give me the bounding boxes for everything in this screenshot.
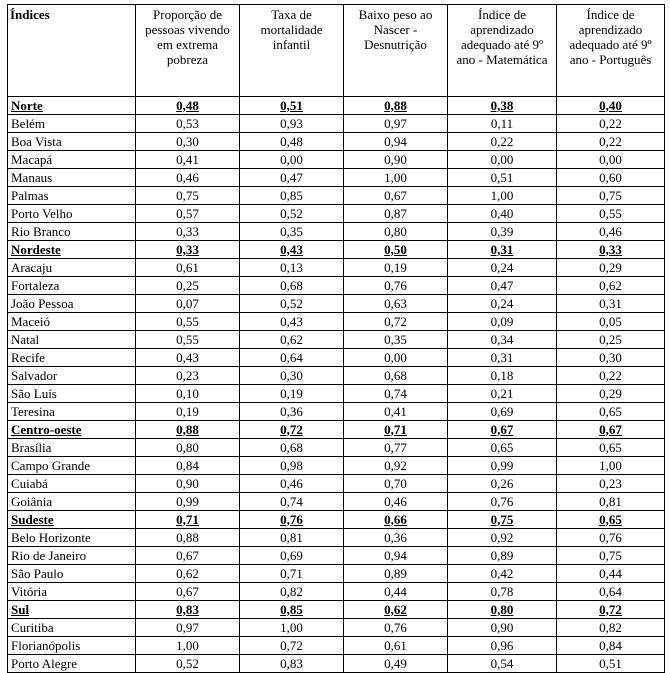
value-cell: 0,46	[240, 475, 344, 493]
value-cell: 0,19	[136, 403, 240, 421]
value-cell: 0,99	[136, 493, 240, 511]
city-row	[8, 457, 665, 475]
value-cell: 0,13	[240, 259, 344, 277]
value-cell: 0,22	[557, 133, 665, 151]
city-name: Recife	[8, 349, 136, 367]
value-cell: 0,39	[448, 223, 557, 241]
city-name: São Paulo	[8, 565, 136, 583]
value-cell: 0,22	[557, 115, 665, 133]
region-name: Norte	[8, 97, 136, 115]
city-name: Belo Horizonte	[8, 529, 136, 547]
value-cell: 0,75	[557, 547, 665, 565]
value-cell: 0,24	[448, 295, 557, 313]
city-name: São Luís	[8, 385, 136, 403]
value-cell: 0,31	[557, 295, 665, 313]
value-cell: 0,72	[344, 313, 448, 331]
region-row	[8, 421, 665, 439]
city-name: Porto Alegre	[8, 655, 136, 673]
value-cell: 0,00	[240, 151, 344, 169]
value-cell: 0,94	[344, 133, 448, 151]
value-cell: 0,67	[557, 421, 665, 439]
value-cell: 0,35	[344, 331, 448, 349]
value-cell: 0,31	[448, 349, 557, 367]
city-row	[8, 565, 665, 583]
value-cell: 0,43	[240, 313, 344, 331]
value-cell: 0,46	[344, 493, 448, 511]
value-cell: 0,65	[557, 439, 665, 457]
city-row	[8, 637, 665, 655]
value-cell: 0,72	[240, 421, 344, 439]
value-cell: 0,29	[557, 259, 665, 277]
value-cell: 0,46	[557, 223, 665, 241]
value-cell: 0,43	[240, 241, 344, 259]
city-name: Campo Grande	[8, 457, 136, 475]
value-cell: 0,44	[344, 583, 448, 601]
region-row	[8, 97, 665, 115]
value-cell: 0,62	[557, 277, 665, 295]
value-cell: 0,65	[448, 439, 557, 457]
value-cell: 0,36	[344, 529, 448, 547]
value-cell: 0,47	[240, 169, 344, 187]
value-cell: 1,00	[240, 619, 344, 637]
city-name: Boa Vista	[8, 133, 136, 151]
value-cell: 0,23	[136, 367, 240, 385]
city-name: Maceió	[8, 313, 136, 331]
value-cell: 0,85	[240, 187, 344, 205]
value-cell: 0,33	[136, 223, 240, 241]
city-row	[8, 331, 665, 349]
city-name: Belém	[8, 115, 136, 133]
value-cell: 0,71	[344, 421, 448, 439]
region-row	[8, 601, 665, 619]
value-cell: 1,00	[448, 187, 557, 205]
value-cell: 0,47	[448, 277, 557, 295]
value-cell: 0,00	[557, 151, 665, 169]
value-cell: 0,62	[136, 565, 240, 583]
city-name: Curitiba	[8, 619, 136, 637]
value-cell: 0,96	[448, 637, 557, 655]
value-cell: 0,65	[557, 511, 665, 529]
value-cell: 0,60	[557, 169, 665, 187]
value-cell: 0,80	[448, 601, 557, 619]
value-cell: 0,55	[136, 331, 240, 349]
value-cell: 0,43	[136, 349, 240, 367]
city-name: Teresina	[8, 403, 136, 421]
city-row	[8, 295, 665, 313]
header-infant-mortality: Taxa de mortalidade infantil	[240, 5, 344, 97]
value-cell: 0,19	[240, 385, 344, 403]
value-cell: 0,11	[448, 115, 557, 133]
value-cell: 0,81	[240, 529, 344, 547]
value-cell: 0,33	[557, 241, 665, 259]
city-name: Salvador	[8, 367, 136, 385]
value-cell: 0,19	[344, 259, 448, 277]
value-cell: 0,25	[136, 277, 240, 295]
value-cell: 0,90	[344, 151, 448, 169]
header-row	[8, 5, 665, 97]
value-cell: 0,41	[344, 403, 448, 421]
header-low-birth-weight: Baixo peso ao Nascer - Desnutrição	[344, 5, 448, 97]
value-cell: 0,82	[240, 583, 344, 601]
city-name: Macapá	[8, 151, 136, 169]
region-name: Centro-oeste	[8, 421, 136, 439]
value-cell: 0,93	[240, 115, 344, 133]
value-cell: 0,24	[448, 259, 557, 277]
value-cell: 0,83	[136, 601, 240, 619]
value-cell: 0,68	[240, 439, 344, 457]
value-cell: 0,67	[136, 583, 240, 601]
value-cell: 0,89	[344, 565, 448, 583]
value-cell: 0,52	[240, 205, 344, 223]
header-extreme-poverty: Proporção de pessoas vivendo em extrema pobreza	[136, 5, 240, 97]
region-row	[8, 511, 665, 529]
value-cell: 0,88	[136, 529, 240, 547]
value-cell: 0,63	[344, 295, 448, 313]
city-row	[8, 349, 665, 367]
city-row	[8, 313, 665, 331]
value-cell: 0,76	[240, 511, 344, 529]
value-cell: 0,85	[240, 601, 344, 619]
value-cell: 0,72	[557, 601, 665, 619]
value-cell: 0,18	[448, 367, 557, 385]
city-name: Manaus	[8, 169, 136, 187]
value-cell: 0,76	[344, 619, 448, 637]
value-cell: 0,82	[557, 619, 665, 637]
header-indices: Índices	[8, 5, 136, 97]
city-row	[8, 115, 665, 133]
value-cell: 0,30	[240, 367, 344, 385]
city-row	[8, 655, 665, 673]
value-cell: 0,67	[344, 187, 448, 205]
city-name: Brasília	[8, 439, 136, 457]
value-cell: 0,70	[344, 475, 448, 493]
city-row	[8, 169, 665, 187]
value-cell: 0,90	[448, 619, 557, 637]
value-cell: 0,49	[344, 655, 448, 673]
value-cell: 0,21	[448, 385, 557, 403]
region-name: Sul	[8, 601, 136, 619]
value-cell: 0,62	[344, 601, 448, 619]
value-cell: 0,81	[557, 493, 665, 511]
city-row	[8, 385, 665, 403]
value-cell: 0,00	[344, 349, 448, 367]
region-row	[8, 241, 665, 259]
value-cell: 0,99	[448, 457, 557, 475]
city-row	[8, 151, 665, 169]
value-cell: 0,88	[136, 421, 240, 439]
table-header	[8, 5, 665, 97]
city-name: Rio Branco	[8, 223, 136, 241]
value-cell: 1,00	[557, 457, 665, 475]
value-cell: 0,57	[136, 205, 240, 223]
city-name: Porto Velho	[8, 205, 136, 223]
value-cell: 0,76	[344, 277, 448, 295]
city-row	[8, 475, 665, 493]
value-cell: 0,51	[448, 169, 557, 187]
value-cell: 0,76	[448, 493, 557, 511]
value-cell: 0,48	[240, 133, 344, 151]
city-row	[8, 547, 665, 565]
value-cell: 0,34	[448, 331, 557, 349]
value-cell: 1,00	[344, 169, 448, 187]
value-cell: 0,05	[557, 313, 665, 331]
document-page	[7, 4, 664, 673]
value-cell: 0,74	[344, 385, 448, 403]
value-cell: 0,69	[240, 547, 344, 565]
value-cell: 0,71	[240, 565, 344, 583]
value-cell: 0,61	[136, 259, 240, 277]
city-name: Florianópolis	[8, 637, 136, 655]
value-cell: 0,83	[240, 655, 344, 673]
value-cell: 0,68	[344, 367, 448, 385]
value-cell: 0,84	[557, 637, 665, 655]
value-cell: 0,54	[448, 655, 557, 673]
table-body	[8, 97, 665, 673]
value-cell: 0,23	[557, 475, 665, 493]
value-cell: 0,89	[448, 547, 557, 565]
city-row	[8, 529, 665, 547]
value-cell: 0,09	[448, 313, 557, 331]
value-cell: 0,71	[136, 511, 240, 529]
value-cell: 0,48	[136, 97, 240, 115]
value-cell: 0,52	[240, 295, 344, 313]
city-row	[8, 205, 665, 223]
value-cell: 0,84	[136, 457, 240, 475]
value-cell: 0,36	[240, 403, 344, 421]
value-cell: 0,64	[557, 583, 665, 601]
value-cell: 0,92	[344, 457, 448, 475]
value-cell: 0,72	[240, 637, 344, 655]
city-name: Cuiabá	[8, 475, 136, 493]
value-cell: 0,67	[136, 547, 240, 565]
value-cell: 0,51	[240, 97, 344, 115]
value-cell: 0,55	[136, 313, 240, 331]
value-cell: 0,50	[344, 241, 448, 259]
value-cell: 0,35	[240, 223, 344, 241]
value-cell: 0,61	[344, 637, 448, 655]
value-cell: 0,10	[136, 385, 240, 403]
value-cell: 0,78	[448, 583, 557, 601]
value-cell: 0,80	[344, 223, 448, 241]
value-cell: 0,22	[448, 133, 557, 151]
value-cell: 0,00	[448, 151, 557, 169]
value-cell: 0,31	[448, 241, 557, 259]
value-cell: 0,22	[557, 367, 665, 385]
value-cell: 0,69	[448, 403, 557, 421]
city-name: Natal	[8, 331, 136, 349]
city-row	[8, 259, 665, 277]
city-row	[8, 223, 665, 241]
city-name: Rio de Janeiro	[8, 547, 136, 565]
value-cell: 0,40	[557, 97, 665, 115]
city-row	[8, 367, 665, 385]
value-cell: 0,62	[240, 331, 344, 349]
value-cell: 0,67	[448, 421, 557, 439]
value-cell: 0,97	[136, 619, 240, 637]
value-cell: 0,90	[136, 475, 240, 493]
value-cell: 0,46	[136, 169, 240, 187]
value-cell: 0,88	[344, 97, 448, 115]
value-cell: 0,75	[136, 187, 240, 205]
value-cell: 0,68	[240, 277, 344, 295]
value-cell: 0,64	[240, 349, 344, 367]
value-cell: 0,55	[557, 205, 665, 223]
city-row	[8, 277, 665, 295]
city-row	[8, 583, 665, 601]
value-cell: 0,74	[240, 493, 344, 511]
value-cell: 0,65	[557, 403, 665, 421]
value-cell: 0,75	[448, 511, 557, 529]
value-cell: 0,38	[448, 97, 557, 115]
city-name: Vitória	[8, 583, 136, 601]
value-cell: 0,51	[557, 655, 665, 673]
region-name: Sudeste	[8, 511, 136, 529]
value-cell: 0,87	[344, 205, 448, 223]
value-cell: 0,80	[136, 439, 240, 457]
city-name: Aracaju	[8, 259, 136, 277]
header-learning-math: Índice de aprendizado adequado até 9º ano - Matemática	[448, 5, 557, 97]
value-cell: 0,76	[557, 529, 665, 547]
value-cell: 0,25	[557, 331, 665, 349]
city-row	[8, 187, 665, 205]
value-cell: 0,07	[136, 295, 240, 313]
header-learning-portuguese: Índice de aprendizado adequado até 9º ano - Português	[557, 5, 665, 97]
value-cell: 1,00	[136, 637, 240, 655]
indices-table	[7, 4, 665, 673]
value-cell: 0,41	[136, 151, 240, 169]
value-cell: 0,92	[448, 529, 557, 547]
city-name: Palmas	[8, 187, 136, 205]
value-cell: 0,77	[344, 439, 448, 457]
value-cell: 0,97	[344, 115, 448, 133]
value-cell: 0,53	[136, 115, 240, 133]
value-cell: 0,44	[557, 565, 665, 583]
city-name: João Pessoa	[8, 295, 136, 313]
value-cell: 0,30	[136, 133, 240, 151]
city-name: Fortaleza	[8, 277, 136, 295]
city-row	[8, 493, 665, 511]
value-cell: 0,75	[557, 187, 665, 205]
value-cell: 0,33	[136, 241, 240, 259]
value-cell: 0,42	[448, 565, 557, 583]
city-row	[8, 439, 665, 457]
city-row	[8, 619, 665, 637]
value-cell: 0,30	[557, 349, 665, 367]
city-row	[8, 133, 665, 151]
value-cell: 0,94	[344, 547, 448, 565]
value-cell: 0,98	[240, 457, 344, 475]
region-name: Nordeste	[8, 241, 136, 259]
city-name: Goiânia	[8, 493, 136, 511]
value-cell: 0,52	[136, 655, 240, 673]
city-row	[8, 403, 665, 421]
value-cell: 0,26	[448, 475, 557, 493]
value-cell: 0,40	[448, 205, 557, 223]
value-cell: 0,29	[557, 385, 665, 403]
value-cell: 0,66	[344, 511, 448, 529]
